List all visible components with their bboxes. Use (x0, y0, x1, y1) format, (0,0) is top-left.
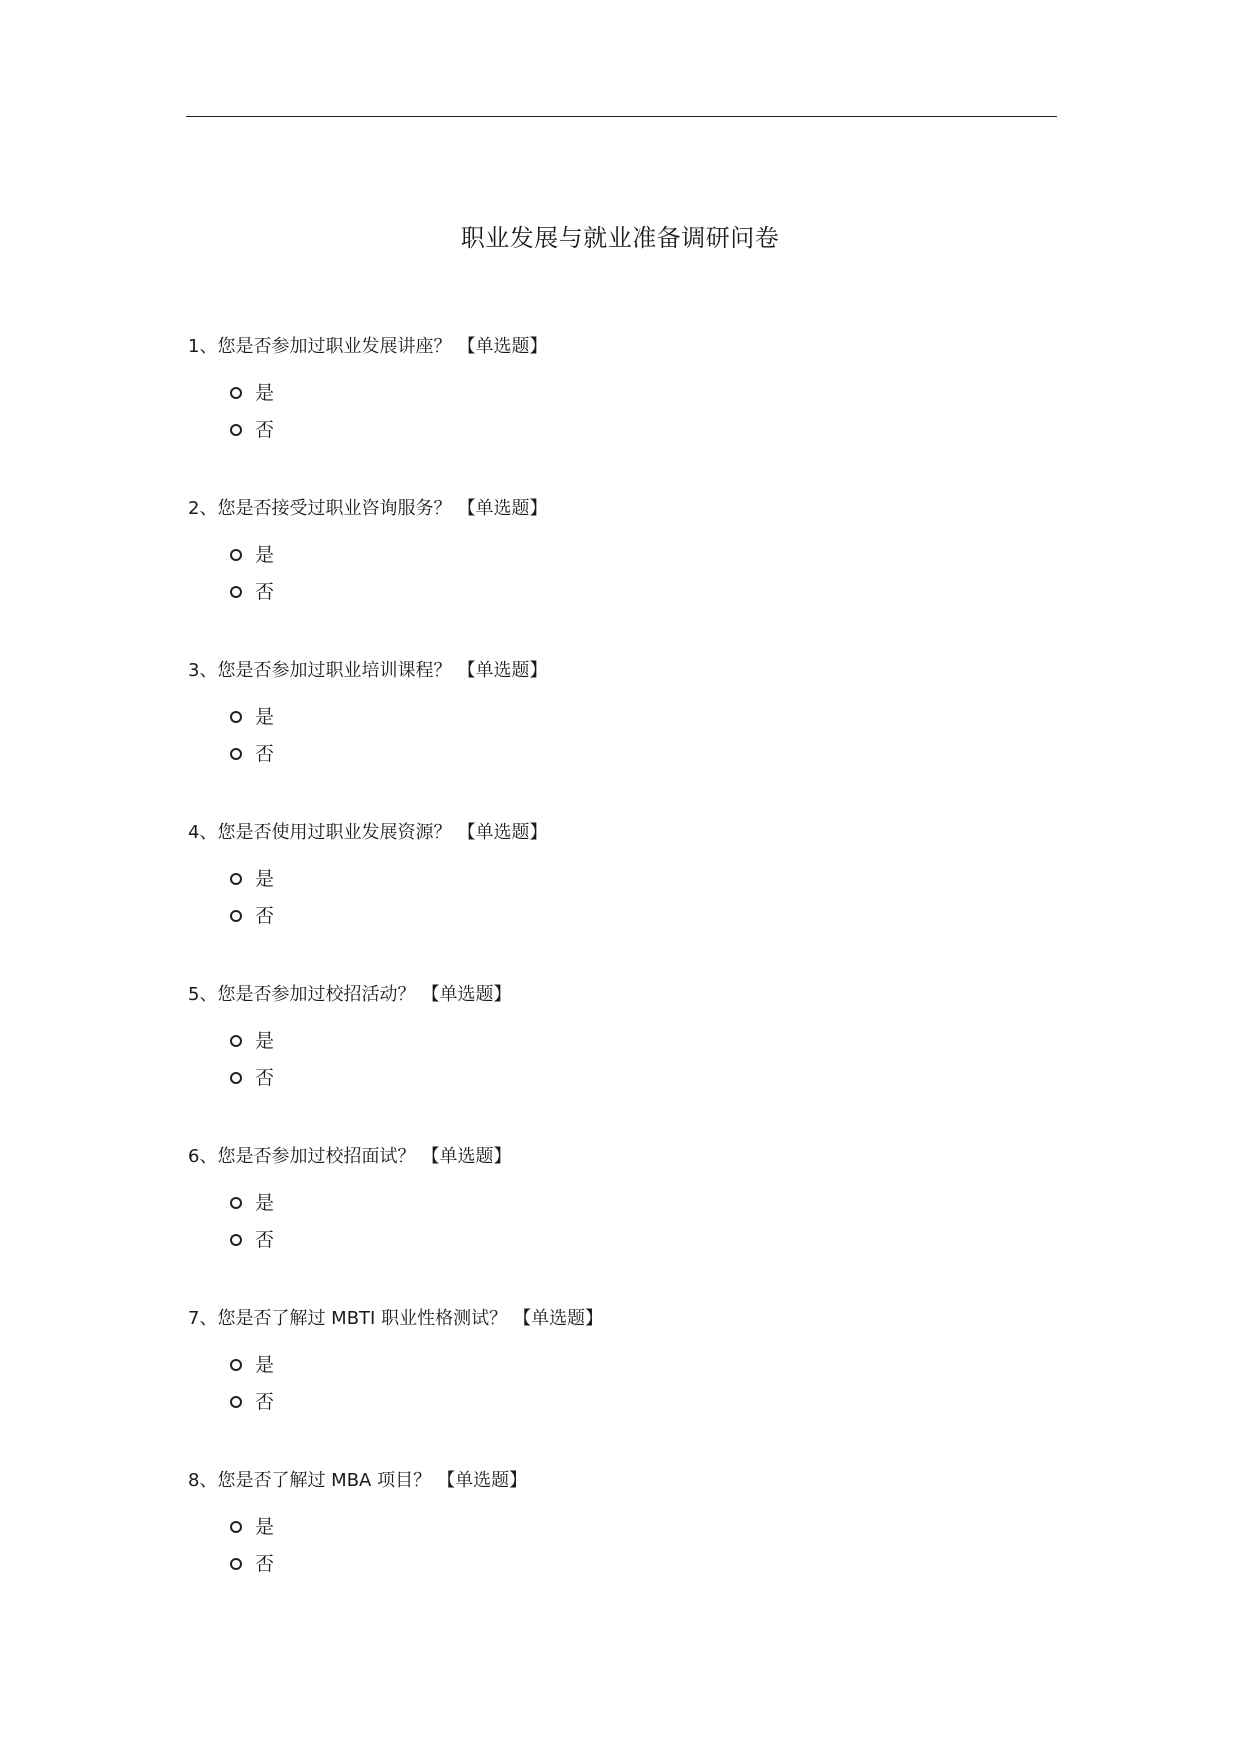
options-group (230, 374, 274, 448)
option-yes[interactable] (230, 1508, 274, 1545)
radio-button-icon[interactable] (230, 586, 242, 598)
option-label: 否 (255, 904, 275, 927)
option-label: 是 (255, 1191, 275, 1214)
radio-button-icon[interactable] (230, 1197, 242, 1209)
options-group (230, 698, 274, 772)
question-type-tag: 【单选题】 (421, 1146, 512, 1167)
header-divider (186, 116, 1057, 117)
option-yes[interactable] (230, 860, 274, 897)
option-no[interactable] (230, 1221, 274, 1258)
radio-button-icon[interactable] (230, 424, 242, 436)
option-yes[interactable] (230, 1346, 274, 1383)
option-label: 是 (255, 705, 275, 728)
radio-button-icon[interactable] (230, 873, 242, 885)
option-no[interactable] (230, 1059, 274, 1096)
option-yes[interactable] (230, 374, 274, 411)
question-type-tag: 【单选题】 (421, 984, 512, 1005)
radio-button-icon[interactable] (230, 910, 242, 922)
radio-button-icon[interactable] (230, 1072, 242, 1084)
radio-button-icon[interactable] (230, 549, 242, 561)
options-group (230, 1346, 274, 1420)
question-list (188, 332, 1048, 1628)
option-no[interactable] (230, 411, 274, 448)
question-text: 5、您是否参加过校招活动？ (188, 984, 416, 1005)
page-title: 职业发展与就业准备调研问卷 (460, 224, 780, 252)
option-no[interactable] (230, 735, 274, 772)
radio-button-icon[interactable] (230, 711, 242, 723)
option-yes[interactable] (230, 1184, 274, 1221)
option-label: 否 (255, 580, 275, 603)
question-type-tag: 【单选题】 (457, 336, 548, 357)
question-type-tag: 【单选题】 (437, 1470, 528, 1491)
option-no[interactable] (230, 897, 274, 934)
question-6 (188, 1142, 1048, 1304)
option-yes[interactable] (230, 536, 274, 573)
question-text: 8、您是否了解过 MBA 项目？ (188, 1470, 432, 1491)
radio-button-icon[interactable] (230, 1035, 242, 1047)
question-5 (188, 980, 1048, 1142)
question-text: 4、您是否使用过职业发展资源？ (188, 822, 452, 843)
options-group (230, 860, 274, 934)
option-label: 是 (255, 543, 275, 566)
option-no[interactable] (230, 1383, 274, 1420)
question-text: 3、您是否参加过职业培训课程？ (188, 660, 452, 681)
question-type-tag: 【单选题】 (457, 660, 548, 681)
option-label: 否 (255, 1552, 275, 1575)
question-1 (188, 332, 1048, 494)
question-text: 1、您是否参加过职业发展讲座？ (188, 336, 452, 357)
question-text: 7、您是否了解过 MBTI 职业性格测试？ (188, 1308, 508, 1329)
option-label: 否 (255, 418, 275, 441)
radio-button-icon[interactable] (230, 1396, 242, 1408)
radio-button-icon[interactable] (230, 1234, 242, 1246)
question-type-tag: 【单选题】 (457, 822, 548, 843)
question-8 (188, 1466, 1048, 1628)
question-type-tag: 【单选题】 (513, 1308, 604, 1329)
question-type-tag: 【单选题】 (457, 498, 548, 519)
radio-button-icon[interactable] (230, 748, 242, 760)
option-yes[interactable] (230, 1022, 274, 1059)
option-label: 否 (255, 742, 275, 765)
option-label: 否 (255, 1390, 275, 1413)
option-label: 是 (255, 867, 275, 890)
option-label: 否 (255, 1228, 275, 1251)
question-text: 6、您是否参加过校招面试？ (188, 1146, 416, 1167)
radio-button-icon[interactable] (230, 387, 242, 399)
option-label: 是 (255, 1029, 275, 1052)
radio-button-icon[interactable] (230, 1521, 242, 1533)
radio-button-icon[interactable] (230, 1558, 242, 1570)
radio-button-icon[interactable] (230, 1359, 242, 1371)
question-7 (188, 1304, 1048, 1466)
question-2 (188, 494, 1048, 656)
option-yes[interactable] (230, 698, 274, 735)
options-group (230, 1508, 274, 1582)
option-label: 是 (255, 381, 275, 404)
option-no[interactable] (230, 1545, 274, 1582)
question-4 (188, 818, 1048, 980)
options-group (230, 536, 274, 610)
question-3 (188, 656, 1048, 818)
options-group (230, 1022, 274, 1096)
option-no[interactable] (230, 573, 274, 610)
question-text: 2、您是否接受过职业咨询服务？ (188, 498, 452, 519)
option-label: 是 (255, 1515, 275, 1538)
option-label: 否 (255, 1066, 275, 1089)
option-label: 是 (255, 1353, 275, 1376)
options-group (230, 1184, 274, 1258)
